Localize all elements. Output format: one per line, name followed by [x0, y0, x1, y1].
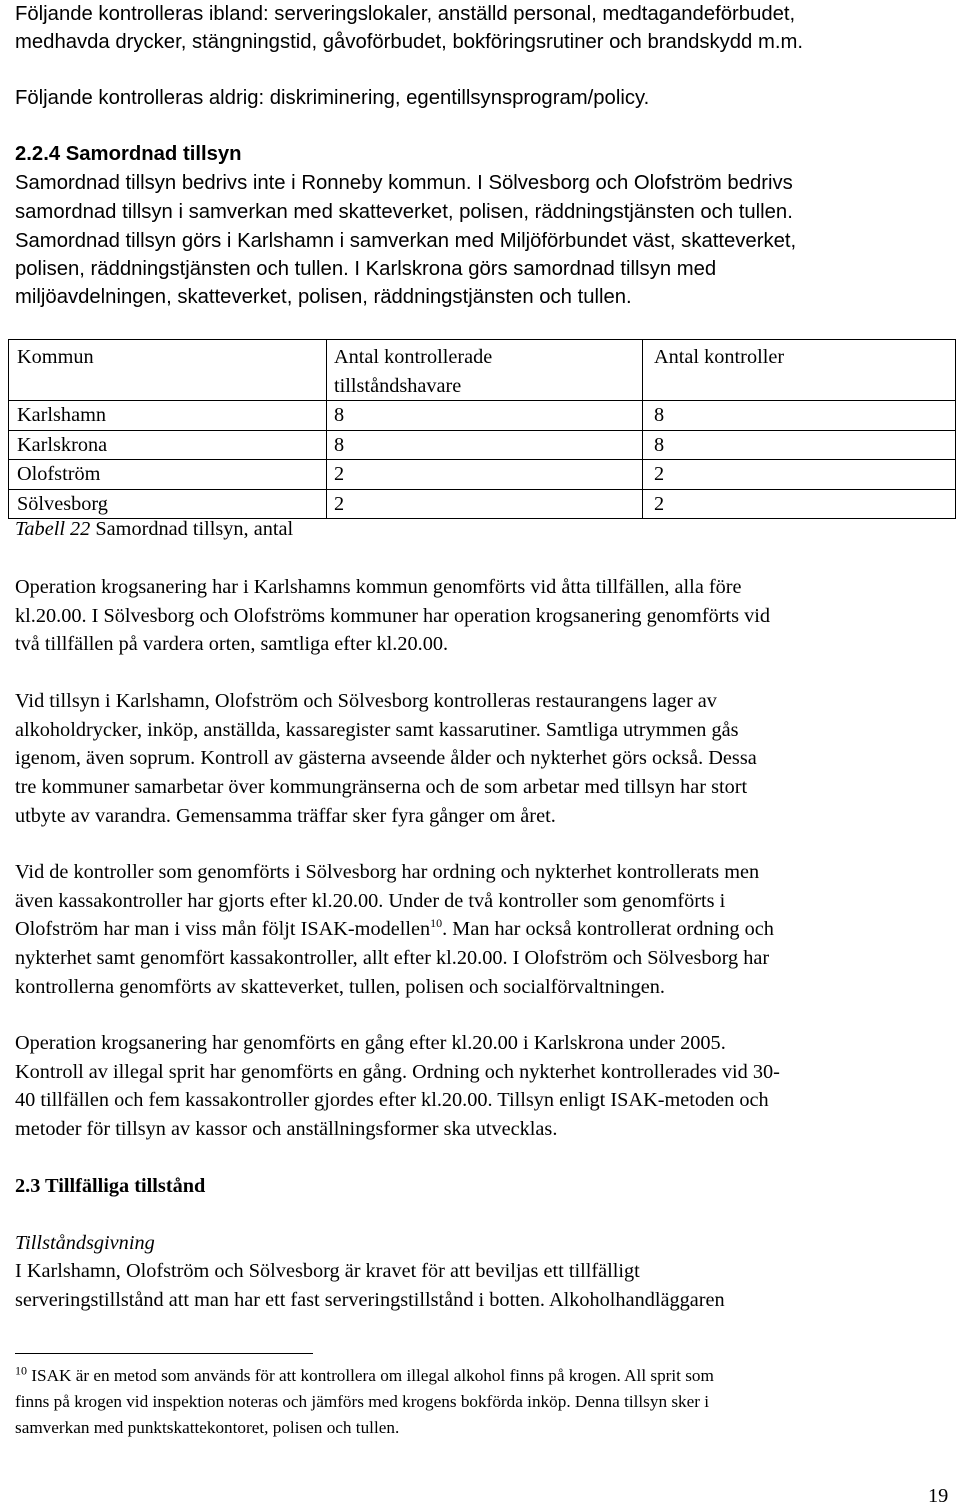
table-row: [9, 401, 956, 431]
table-cell: 2: [327, 460, 643, 490]
section-line: miljöavdelningen, skatteverket, polisen, räddningstjänsten och tullen.: [15, 286, 632, 308]
section-23: [15, 1172, 725, 1315]
paragraph-line: Operation krogsanering har i Karlshamns kommun genomförts vid åtta tillfällen, alla före: [15, 576, 742, 598]
caption-text: Samordnad tillsyn, antal: [90, 518, 294, 540]
paragraph-line: I Karlshamn, Olofström och Sölvesborg är kravet för att beviljas ett tillfälligt: [15, 1260, 640, 1283]
table-cell: 8: [643, 430, 956, 460]
table-header-cell: Antal kontroller: [643, 340, 956, 401]
footnote-line: finns på krogen vid inspektion noteras och jämförs med krogens bokförda inköp. Denna tillsyn sker i: [15, 1392, 710, 1411]
table-cell: 8: [327, 401, 643, 431]
subheading: Tillståndsgivning: [15, 1231, 155, 1254]
footnote-ref: 10: [430, 916, 443, 931]
paragraph-line: alkoholdrycker, inköp, anställda, kassaregister samt kassarutiner. Samtliga utrymmen gås: [15, 718, 739, 741]
line-text: Olofström har man i viss mån följt ISAK-modellen: [15, 918, 431, 941]
paragraph-line: nykterhet samt genomfört kassakontroller, allt efter kl.20.00. I Olofström och Sölvesborg har: [15, 947, 770, 970]
paragraph-operation-krogsanering: [15, 573, 770, 659]
paragraph-line: utbyte av varandra. Gemensamma träffar sker fyra gånger om året.: [15, 804, 556, 827]
footnote-number: 10: [15, 1363, 27, 1378]
footnote-divider: [15, 1353, 313, 1354]
table-cell: Olofström: [9, 460, 327, 490]
section-line: samordnad tillsyn i samverkan med skatteverket, polisen, räddningstjänsten och tullen.: [15, 201, 793, 223]
table-cell: 2: [327, 489, 643, 519]
line-text: . Man har också kontrollerat ordning och: [442, 918, 774, 941]
paragraph-line: kl.20.00. I Sölvesborg och Olofströms kommuner har operation krogsanering genomförts vid: [15, 604, 770, 627]
paragraph-line: [15, 915, 774, 944]
table-cell: 8: [327, 430, 643, 460]
section-line: Samordnad tillsyn görs i Karlshamn i samverkan med Miljöförbundet väst, skatteverket,: [15, 230, 797, 252]
paragraph-line: igenom, även soprum. Kontroll av gästerna avseende ålder och nykterhet görs också. Dessa: [15, 747, 757, 770]
paragraph-karlskrona: [15, 1029, 780, 1144]
footnote-line: samverkan med punktskattekontoret, polisen och tullen.: [15, 1418, 400, 1437]
header-line: tillståndshavare: [334, 374, 462, 397]
inspection-table: [8, 339, 956, 519]
table-row: [9, 430, 956, 460]
paragraph-line: serveringstillstånd att man har ett fast serveringstillstånd i botten. Alkoholhandläggaren: [15, 1289, 725, 1312]
section-line: Samordnad tillsyn bedrivs inte i Ronneby kommun. I Sölvesborg och Olofström bedrivs: [15, 172, 793, 194]
table-cell: 8: [643, 401, 956, 431]
footnote-text: ISAK är en metod som används för att kontrollera om illegal alkohol finns på krogen. All sprit som: [27, 1366, 714, 1385]
paragraph-line: Operation krogsanering har genomförts en gång efter kl.20.00 i Karlskrona under 2005.: [15, 1032, 726, 1054]
table-header-cell: Kommun: [9, 340, 327, 401]
table-caption: [15, 515, 293, 543]
table-header-row: [9, 340, 956, 401]
paragraph-line: Vid tillsyn i Karlshamn, Olofström och Sölvesborg kontrolleras restaurangens lager av: [15, 690, 717, 712]
footnote: [15, 1363, 714, 1441]
paragraph-kontroller: [15, 858, 774, 1002]
intro-line-2: medhavda drycker, stängningstid, gåvoförbudet, bokföringsrutiner och brandskydd m.m.: [15, 31, 804, 53]
table-cell: Sölvesborg: [9, 489, 327, 519]
paragraph-line: även kassakontroller har gjorts efter kl.20.00. Under de två kontroller som genomförts i: [15, 889, 726, 912]
page-number: 19: [928, 1485, 949, 1507]
intro-line-3: Följande kontrolleras aldrig: diskriminering, egentillsynsprogram/policy.: [15, 87, 650, 109]
paragraph-line: kontrollerna genomförts av skatteverket, tullen, polisen och socialförvaltningen.: [15, 975, 665, 998]
section-heading: 2.3 Tillfälliga tillstånd: [15, 1175, 206, 1197]
caption-label: Tabell 22: [15, 518, 91, 540]
paragraph-line: 40 tillfällen och fem kassakontroller gjordes efter kl.20.00. Tillsyn enligt ISAK-metoden och: [15, 1089, 769, 1112]
paragraph-tillsyn: [15, 687, 757, 831]
footnote-line: [15, 1363, 714, 1389]
paragraph-line: Vid de kontroller som genomförts i Sölvesborg har ordning och nykterhet kontrollerats men: [15, 861, 760, 883]
section-heading: 2.2.4 Samordnad tillsyn: [15, 143, 242, 165]
table-cell: 2: [643, 489, 956, 519]
paragraph-line: Kontroll av illegal sprit har genomförts en gång. Ordning och nykterhet kontrollerades vid 30-: [15, 1060, 780, 1083]
table-cell: Karlskrona: [9, 430, 327, 460]
paragraph-line: tre kommuner samarbetar över kommungränserna och de som arbetar med tillsyn har stort: [15, 776, 748, 799]
intro-line-1: Följande kontrolleras ibland: serveringslokaler, anställd personal, medtagandeförbudet,: [15, 3, 796, 25]
table-cell: Karlshamn: [9, 401, 327, 431]
table-row: [9, 460, 956, 490]
section-line: polisen, räddningstjänsten och tullen. I Karlskrona görs samordnad tillsyn med: [15, 258, 717, 280]
paragraph-line: två tillfällen på vardera orten, samtliga efter kl.20.00.: [15, 633, 449, 656]
table-cell: 2: [643, 460, 956, 490]
header-line: Antal kontrollerade: [334, 346, 493, 368]
paragraph-line: metoder för tillsyn av kassor och anställningsformer ska utvecklas.: [15, 1118, 558, 1141]
table-header-cell: [327, 340, 643, 401]
